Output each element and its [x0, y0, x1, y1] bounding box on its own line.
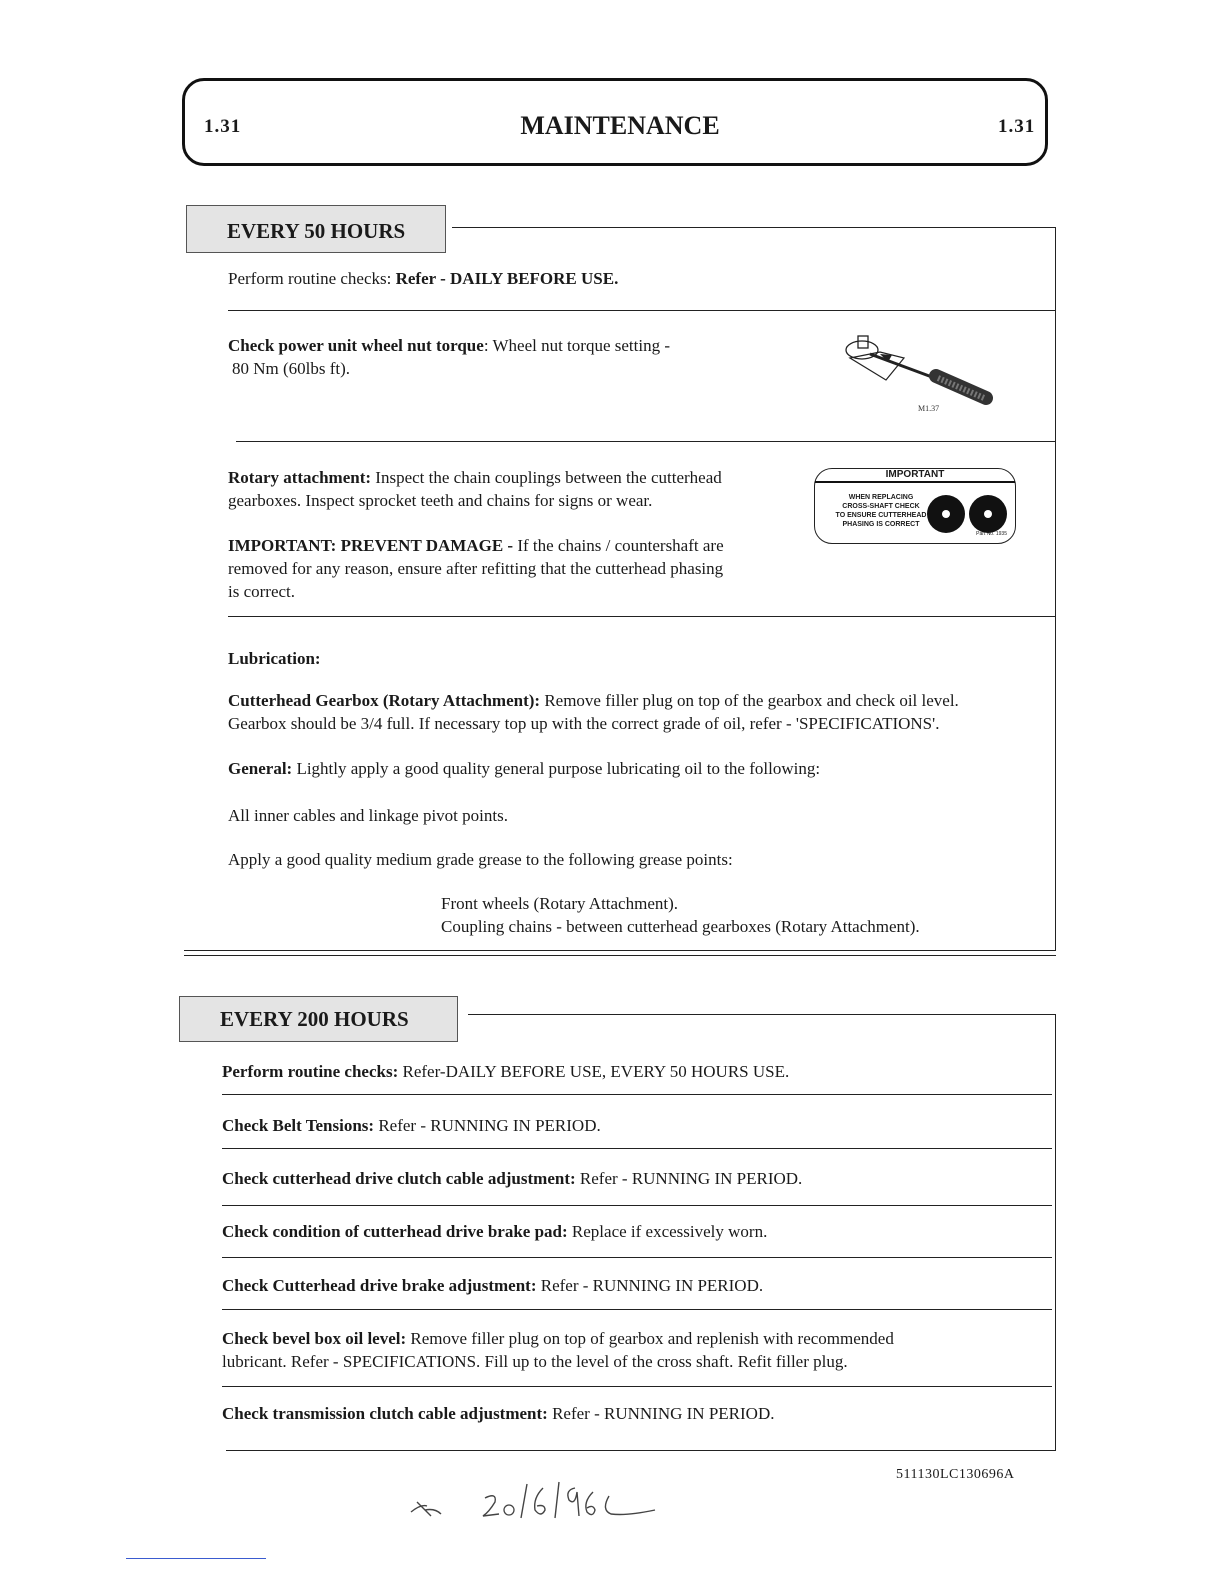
divider — [222, 1309, 1052, 1310]
sticker-part-number: Part No. 1935 — [976, 531, 1007, 537]
section-top-rule — [452, 227, 1056, 228]
sticker-title: IMPORTANT — [815, 469, 1015, 483]
wheel-nut-torque: Check power unit wheel nut torque: Wheel nut torque setting - 80 Nm (60lbs ft). — [228, 336, 670, 378]
document-code: 511130LC130696A — [896, 1467, 1015, 1482]
handwritten-signature — [405, 1476, 665, 1526]
divider — [222, 1386, 1052, 1387]
important-sticker — [814, 468, 1016, 544]
cutterhead-disc-icon — [969, 495, 1007, 533]
check-belt-tensions: Check Belt Tensions: Refer - RUNNING IN PERIOD. — [222, 1116, 601, 1135]
torque-wrench-illustration — [840, 328, 1000, 418]
check-transmission-clutch: Check transmission clutch cable adjustment: Refer - RUNNING IN PERIOD. — [222, 1404, 775, 1423]
section-bottom-rule — [184, 955, 1056, 956]
divider — [228, 616, 1056, 617]
section-number-left: 1.31 — [204, 116, 242, 137]
lubrication-heading: Lubrication: — [228, 649, 321, 668]
grease-point: Coupling chains - between cutterhead gearboxes (Rotary Attachment). — [441, 917, 920, 936]
section-right-border — [1055, 1014, 1056, 1450]
check-bevel-box-oil: Check bevel box oil level: Remove filler plug on top of gearbox and replenish with recommended lubricant. Refer - SPECIFICATIONS. Fill up to the level of the cross shaft. Refit filler plug. — [222, 1329, 894, 1371]
general-lubrication: General: Lightly apply a good quality general purpose lubricating oil to the following: — [228, 759, 821, 778]
figure-caption: M1.37 — [918, 404, 940, 413]
divider — [222, 1205, 1052, 1206]
grease-points-list — [441, 892, 920, 938]
section-label-50-hours: EVERY 50 HOURS — [186, 205, 446, 253]
page-title: MAINTENANCE — [520, 111, 720, 140]
section-label-200-hours: EVERY 200 HOURS — [179, 996, 458, 1042]
divider — [236, 441, 1056, 442]
important-prevent-damage: IMPORTANT: PREVENT DAMAGE - If the chains / countershaft are removed for any reason, ensure after refitting that the cutterhead phasing is correct. — [228, 536, 724, 601]
check-brake-adjustment: Check Cutterhead drive brake adjustment: Refer - RUNNING IN PERIOD. — [222, 1276, 764, 1295]
divider — [222, 1148, 1052, 1149]
grease-instruction: Apply a good quality medium grade grease to the following grease points: — [228, 850, 733, 869]
sticker-text: WHEN REPLACING CROSS-SHAFT CHECK TO ENSURE CUTTERHEAD PHASING IS CORRECT — [835, 494, 927, 528]
routine-checks-200: Perform routine checks: Refer-DAILY BEFORE USE, EVERY 50 HOURS USE. — [222, 1062, 790, 1081]
rotary-attachment: Rotary attachment: Inspect the chain couplings between the cutterhead gearboxes. Inspect sprocket teeth and chains for signs or wear. — [228, 468, 722, 510]
section-number-right: 1.31 — [998, 116, 1036, 137]
divider — [222, 1094, 1052, 1095]
cables-pivots: All inner cables and linkage pivot points. — [228, 806, 508, 825]
grease-point: Front wheels (Rotary Attachment). — [441, 894, 679, 913]
cutterhead-gearbox: Cutterhead Gearbox (Rotary Attachment): Remove filler plug on top of the gearbox and check oil level. Gearbox should be 3/4 full. If necessary top up with the correct grade of oil, refer - 'SPECIFICATIONS'. — [228, 691, 959, 733]
section-top-rule — [468, 1014, 1056, 1015]
section-bottom-rule — [226, 1450, 1056, 1451]
section-bottom-rule — [184, 950, 1056, 951]
divider — [228, 310, 1056, 311]
section-right-border — [1055, 227, 1056, 951]
cutterhead-disc-icon — [927, 495, 965, 533]
check-brake-pad: Check condition of cutterhead drive brake pad: Replace if excessively worn. — [222, 1222, 768, 1241]
check-clutch-cable: Check cutterhead drive clutch cable adjustment: Refer - RUNNING IN PERIOD. — [222, 1169, 803, 1188]
divider — [222, 1257, 1052, 1258]
routine-checks-50: Perform routine checks: Refer - DAILY BEFORE USE. — [228, 269, 619, 288]
footer-rule — [126, 1558, 266, 1559]
